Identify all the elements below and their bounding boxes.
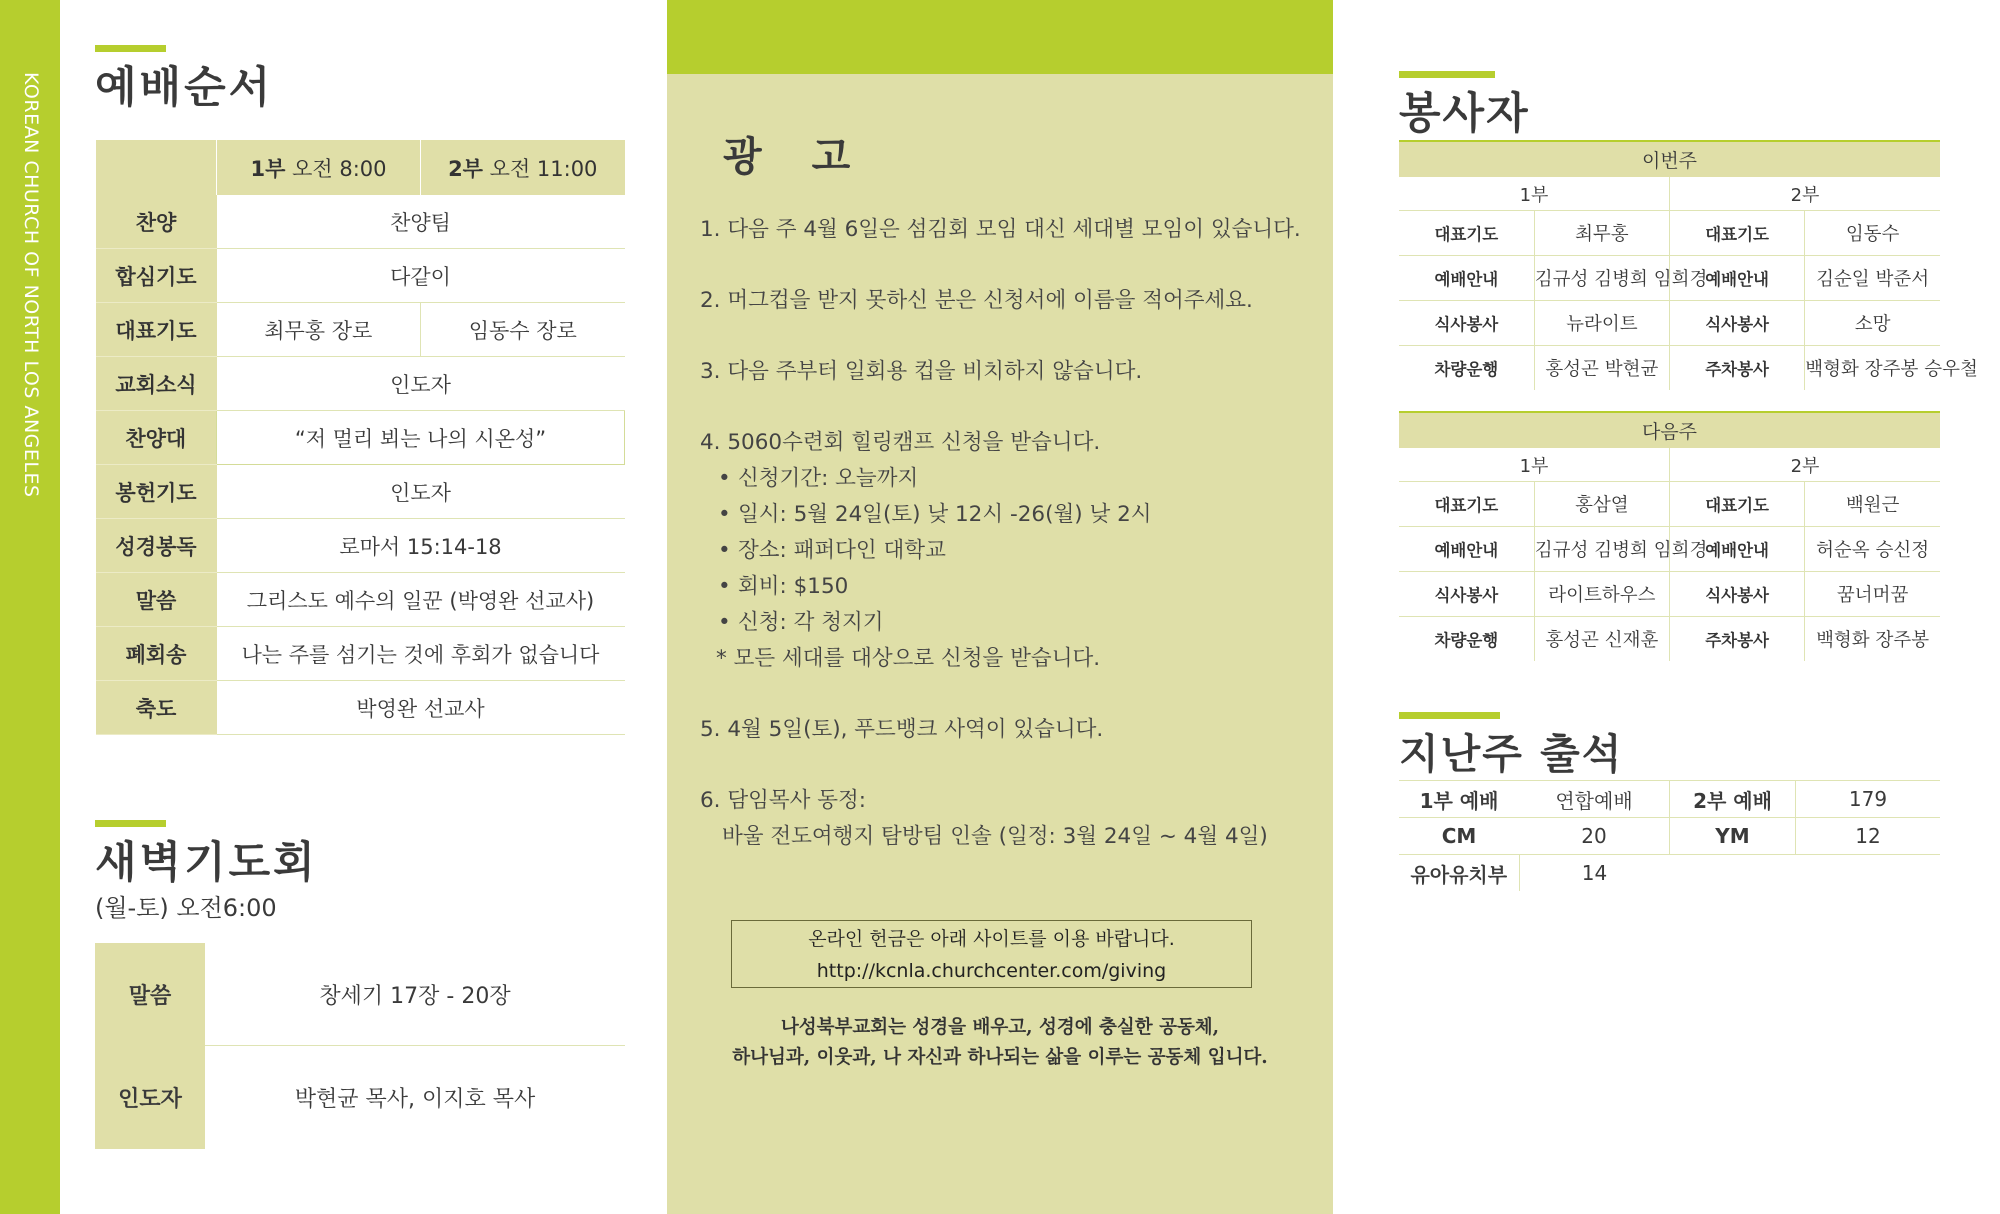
table-row — [95, 943, 625, 1046]
table-row — [1399, 617, 1940, 662]
order-value: 박영완 선교사 — [217, 681, 625, 735]
table-row — [1399, 781, 1940, 818]
dawn-prayer-table — [95, 943, 625, 1149]
order-header-blank — [96, 140, 217, 195]
announcements-top-band — [667, 0, 1333, 74]
table-row — [96, 303, 625, 357]
table-row — [96, 249, 625, 303]
volunteer-names: 홍삼열 — [1534, 482, 1669, 527]
announcement-bullet: • 신청기간: 오늘까지 — [700, 461, 1301, 497]
order-header-part1: 1부 오전 8:00 — [217, 140, 421, 195]
dawn-label: 말씀 — [95, 943, 205, 1046]
role-label: 대표기도 — [1670, 482, 1805, 527]
order-label: 축도 — [96, 681, 217, 735]
announcements-title: 광 고 — [723, 133, 869, 180]
announcement-item: 6. 담임목사 동정: — [700, 788, 867, 813]
role-label: 대표기도 — [1399, 211, 1534, 256]
volunteer-names: 허순옥 승신정 — [1805, 527, 1940, 572]
volunteer-names: 백형화 장주봉 승우철 — [1805, 346, 1940, 391]
role-label: 식사봉사 — [1399, 572, 1534, 617]
table-row — [96, 195, 625, 249]
motto-line: 하나님과, 이웃과, 나 자신과 하나되는 삶을 이루는 공동체 입니다. — [732, 1047, 1268, 1068]
order-header-part2: 2부 오전 11:00 — [421, 140, 625, 195]
order-value-part1: 최무홍 장로 — [217, 303, 421, 357]
table-row — [1399, 346, 1940, 391]
volunteer-names: 백원근 — [1805, 482, 1940, 527]
attendance-key: YM — [1670, 818, 1796, 855]
worship-order-table — [95, 140, 625, 735]
order-value: 인도자 — [217, 465, 625, 519]
order-header-row — [96, 140, 625, 195]
dawn-accent-line — [95, 820, 166, 827]
table-row — [96, 681, 625, 735]
order-value: 나는 주를 섬기는 것에 후회가 없습니다 — [217, 627, 625, 681]
table-row — [96, 411, 625, 465]
role-label: 주차봉사 — [1670, 346, 1805, 391]
attendance-value: 20 — [1519, 818, 1670, 855]
attendance-value: 14 — [1519, 855, 1670, 892]
announcement-bullet: • 신청: 각 청지기 — [700, 605, 1301, 641]
dawn-value: 박현균 목사, 이지호 목사 — [294, 1086, 536, 1112]
volunteer-names: 김규성 김병희 임희경 — [1534, 256, 1669, 301]
table-row — [1399, 482, 1940, 527]
announcement-bullet: • 일시: 5월 24일(토) 낮 12시 -26(월) 낮 2시 — [700, 497, 1301, 533]
table-row — [96, 627, 625, 681]
dawn-label: 인도자 — [95, 1046, 205, 1149]
role-label: 식사봉사 — [1670, 301, 1805, 346]
order-label: 대표기도 — [96, 303, 217, 357]
next-week-caption: 다음주 — [1399, 412, 1940, 448]
order-label: 봉헌기도 — [96, 465, 217, 519]
attendance-key: 1부 예배 — [1399, 781, 1519, 818]
volunteer-names: 임동수 — [1805, 211, 1940, 256]
volunteer-names: 김규성 김병희 임희경 — [1534, 527, 1669, 572]
part1-header: 1부 — [1399, 177, 1670, 211]
attendance-title: 지난주 출석 — [1399, 730, 1624, 778]
order-value: “저 멀리 뵈는 나의 시온성” — [217, 411, 625, 465]
part1-header: 1부 — [1399, 448, 1670, 482]
attendance-key: CM — [1399, 818, 1519, 855]
attendance-value: 연합예배 — [1519, 781, 1670, 818]
role-label: 차량운행 — [1434, 631, 1499, 650]
volunteer-names: 김순일 박준서 — [1805, 256, 1940, 301]
dawn-value: 창세기 17장 - 20장 — [205, 943, 625, 1046]
table-row — [96, 357, 625, 411]
table-row — [1399, 256, 1940, 301]
giving-text: 온라인 헌금은 아래 사이트를 이용 바랍니다. — [808, 928, 1175, 950]
volunteer-names: 라이트하우스 — [1534, 572, 1669, 617]
volunteers-title: 봉사자 — [1399, 89, 1530, 139]
order-value: 찬양팀 — [217, 195, 625, 249]
volunteer-names: 홍성곤 신재훈 — [1534, 617, 1669, 662]
order-accent-line — [95, 45, 166, 52]
announcement-item: 5. 4월 5일(토), 푸드뱅크 사역이 있습니다. — [700, 717, 1104, 742]
role-label: 예배안내 — [1670, 527, 1805, 572]
order-label: 교회소식 — [96, 357, 217, 411]
order-value: 로마서 15:14-18 — [217, 519, 625, 573]
role-label: 예배안내 — [1399, 256, 1534, 301]
order-title: 예배순서 — [95, 63, 274, 113]
church-name-vertical: KOREAN CHURCH OF NORTH LOS ANGELES — [20, 72, 42, 498]
order-value: 그리스도 예수의 일꾼 (박영완 선교사) — [217, 573, 625, 627]
dawn-subtitle: (월-토) 오전6:00 — [95, 894, 277, 922]
order-label: 성경봉독 — [96, 519, 217, 573]
table-row — [96, 573, 625, 627]
order-label: 말씀 — [96, 573, 217, 627]
table-row — [1399, 855, 1940, 892]
announcement-item: 3. 다음 주부터 일회용 컵을 비치하지 않습니다. — [700, 359, 1143, 384]
motto-line: 나성북부교회는 성경을 배우고, 성경에 충실한 공동체, — [780, 1017, 1220, 1038]
this-week-caption: 이번주 — [1399, 141, 1940, 177]
attendance-key: 유아유치부 — [1399, 855, 1519, 892]
order-label: 폐회송 — [96, 627, 217, 681]
announcement-detail: 바울 전도여행지 탐방팀 인솔 (일정: 3월 24일 ~ 4월 4일) — [722, 824, 1268, 849]
role-label: 차량운행 — [1434, 360, 1499, 379]
table-row — [1399, 818, 1940, 855]
volunteers-accent-line — [1399, 71, 1495, 78]
table-row — [1399, 572, 1940, 617]
church-motto — [667, 1013, 1333, 1073]
table-row — [95, 1046, 625, 1149]
announcements-list — [700, 212, 1301, 855]
announcement-item: 4. 5060수련회 힐링캠프 신청을 받습니다. — [700, 430, 1101, 455]
attendance-value: 12 — [1796, 818, 1941, 855]
role-label: 대표기도 — [1670, 211, 1805, 256]
attendance-key: 2부 예배 — [1670, 781, 1796, 818]
table-row — [96, 519, 625, 573]
role-label: 식사봉사 — [1399, 301, 1534, 346]
role-label: 예배안내 — [1399, 527, 1534, 572]
role-label: 대표기도 — [1399, 482, 1534, 527]
volunteer-names: 소망 — [1805, 301, 1940, 346]
announcement-bullet: • 장소: 패퍼다인 대학교 — [700, 533, 1301, 569]
role-label: 식사봉사 — [1670, 572, 1805, 617]
announcement-bullet: • 회비: $150 — [700, 569, 1301, 605]
volunteer-names: 백형화 장주봉 — [1805, 617, 1940, 662]
table-row — [1399, 211, 1940, 256]
volunteers-next-week-table — [1399, 411, 1940, 661]
part2-header: 2부 — [1670, 448, 1941, 482]
volunteer-names: 최무홍 — [1534, 211, 1669, 256]
attendance-value: 179 — [1796, 781, 1941, 818]
role-label: 주차봉사 — [1670, 617, 1805, 662]
attendance-empty — [1796, 855, 1941, 892]
announcement-item: 2. 머그컵을 받지 못하신 분은 신청서에 이름을 적어주세요. — [700, 288, 1253, 313]
attendance-empty — [1670, 855, 1796, 892]
order-label: 찬양 — [96, 195, 217, 249]
online-giving-box — [731, 920, 1252, 988]
announcement-item: 1. 다음 주 4월 6일은 섬김회 모임 대신 세대별 모임이 있습니다. — [700, 217, 1301, 242]
attendance-table — [1399, 780, 1940, 891]
table-row — [96, 465, 625, 519]
announcement-note: * 모든 세대를 대상으로 신청을 받습니다. — [716, 646, 1101, 671]
attendance-accent-line — [1399, 712, 1500, 719]
part2-header: 2부 — [1670, 177, 1941, 211]
order-label: 찬양대 — [96, 411, 217, 465]
volunteer-names: 꿈너머꿈 — [1805, 572, 1940, 617]
volunteer-names: 홍성곤 박현균 — [1534, 346, 1669, 391]
role-label: 예배안내 — [1670, 256, 1805, 301]
table-row — [1399, 527, 1940, 572]
volunteer-names: 뉴라이트 — [1534, 301, 1669, 346]
dawn-title: 새벽기도회 — [95, 838, 318, 888]
volunteers-this-week-table — [1399, 140, 1978, 390]
giving-link[interactable]: http://kcnla.churchcenter.com/giving — [816, 960, 1167, 982]
order-value-part2: 임동수 장로 — [421, 303, 625, 357]
table-row — [1399, 301, 1940, 346]
order-value: 인도자 — [217, 357, 625, 411]
order-label: 합심기도 — [96, 249, 217, 303]
order-value: 다같이 — [217, 249, 625, 303]
